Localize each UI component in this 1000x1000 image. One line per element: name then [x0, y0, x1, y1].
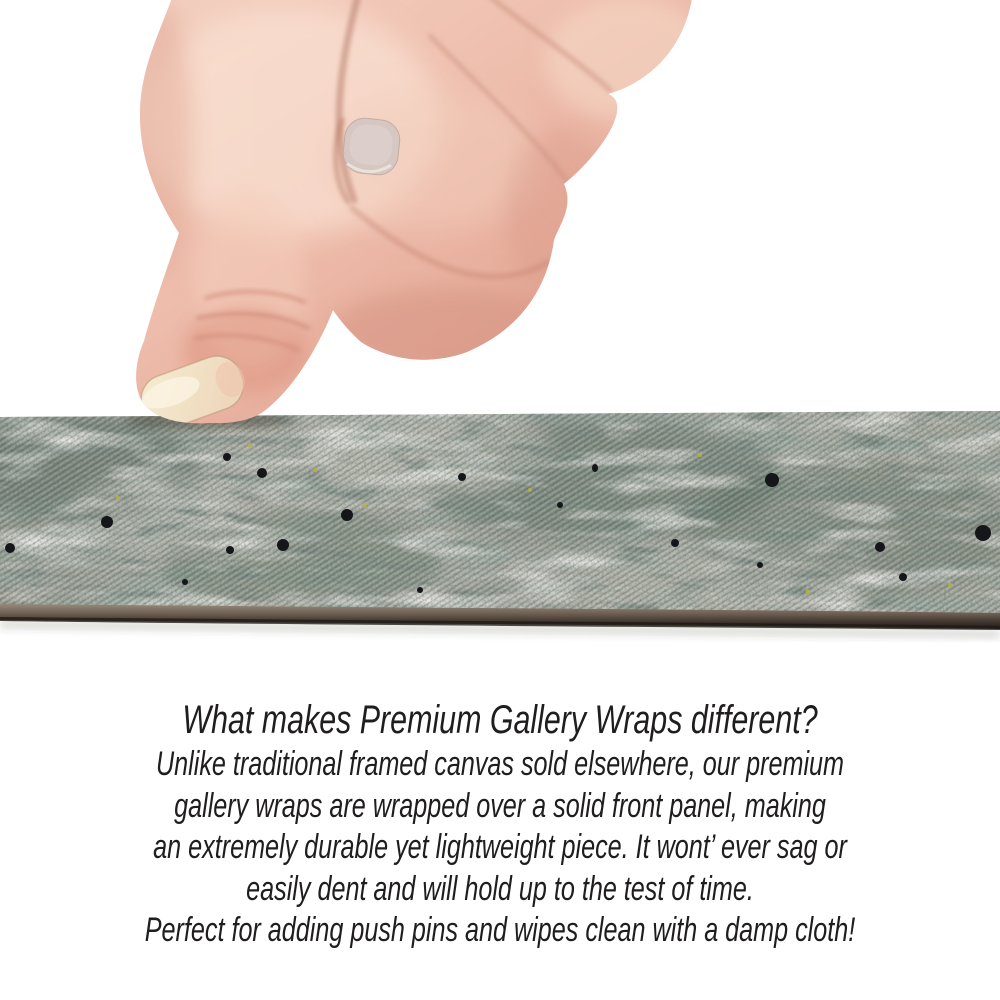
canvas-texture: [0, 410, 1000, 642]
caption-line-4: easily dent and will hold up to the test of time.: [246, 869, 754, 908]
caption-line-3: an extremely durable yet lightweight piece. It wont’ ever sag or: [153, 828, 847, 866]
index-fingernail: [341, 116, 401, 176]
hand-photo: [0, 0, 1000, 432]
canvas-edge-photo: [0, 410, 1000, 642]
finger-underside-shadow: [330, 288, 570, 372]
caption-line-1: Unlike traditional framed canvas sold elsewhere, our premium: [155, 745, 845, 783]
caption-block: [0, 697, 1000, 952]
canvas-grain: [0, 410, 1000, 624]
caption-heading: What makes Premium Gallery Wraps different?: [182, 698, 818, 742]
caption-line-2: gallery wraps are wrapped over a solid front panel, making: [174, 786, 826, 825]
caption-line-5: Perfect for adding push pins and wipes clean with a damp cloth!: [144, 911, 856, 949]
palm-edge-shadow: [128, 0, 192, 280]
knuckle-highlight: [545, 0, 715, 122]
hand-illustration: [0, 0, 1000, 432]
